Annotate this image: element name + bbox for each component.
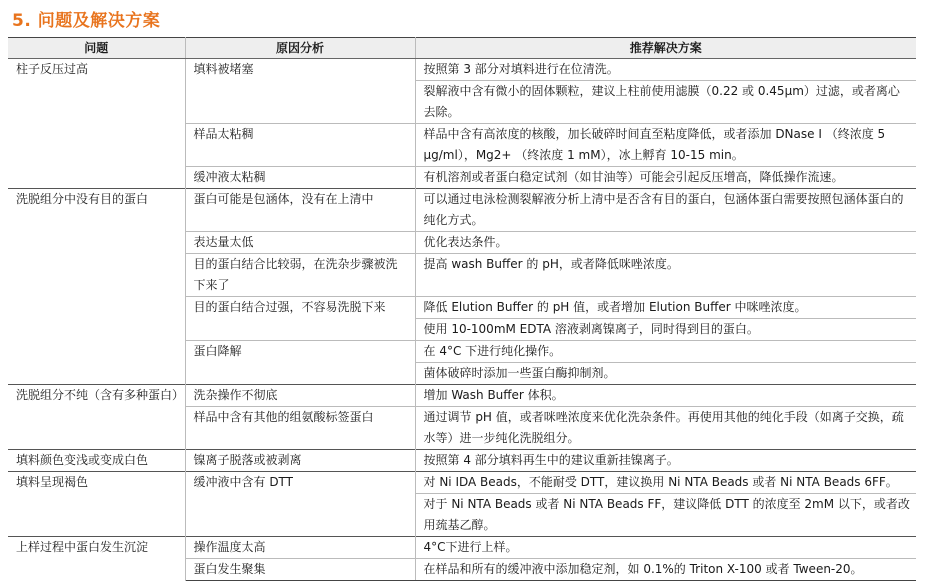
problem-cell: 洗脱组分不纯（含有多种蛋白） — [8, 385, 185, 450]
problem-cell: 填料呈现褐色 — [8, 472, 185, 537]
solution-cell: 裂解液中含有微小的固体颗粒，建议上柱前使用滤膜（0.22 或 0.45μm）过滤，或者离心去除。 — [415, 81, 916, 124]
solution-cell: 样品中含有高浓度的核酸，加长破碎时间直至粘度降低，或者添加 DNase I （终浓度 5 μg/ml），Mg2+ （终浓度 1 mM），冰上孵育 10-15 min。 — [415, 124, 916, 167]
table-row — [8, 450, 916, 472]
solution-cell: 在样品和所有的缓冲液中添加稳定剂，如 0.1%的 Triton X-100 或者 Tween-20。 — [415, 559, 916, 581]
solution-cell: 降低 Elution Buffer 的 pH 值，或者增加 Elution Buffer 中咪唑浓度。 — [415, 297, 916, 319]
cause-cell: 洗杂操作不彻底 — [185, 385, 415, 407]
header-solution: 推荐解决方案 — [415, 38, 916, 59]
solution-cell: 菌体破碎时添加一些蛋白酶抑制剂。 — [415, 363, 916, 385]
solution-cell: 对于 Ni NTA Beads 或者 Ni NTA Beads FF，建议降低 DTT 的浓度至 2mM 以下，或者改用巯基乙醇。 — [415, 494, 916, 537]
solution-cell: 提高 wash Buffer 的 pH，或者降低咪唑浓度。 — [415, 254, 916, 297]
solution-cell: 有机溶剂或者蛋白稳定试剂（如甘油等）可能会引起反压增高，降低操作流速。 — [415, 167, 916, 189]
cause-cell: 填料被堵塞 — [185, 59, 415, 124]
header-problem: 问题 — [8, 38, 185, 59]
solution-cell: 优化表达条件。 — [415, 232, 916, 254]
table-header-row — [8, 38, 916, 59]
solution-cell: 按照第 4 部分填料再生中的建议重新挂镍离子。 — [415, 450, 916, 472]
cause-cell: 蛋白可能是包涵体，没有在上清中 — [185, 189, 415, 232]
cause-cell: 表达量太低 — [185, 232, 415, 254]
cause-cell: 蛋白发生聚集 — [185, 559, 415, 581]
cause-cell: 样品中含有其他的组氨酸标签蛋白 — [185, 407, 415, 450]
problem-cell: 洗脱组分中没有目的蛋白 — [8, 189, 185, 385]
cause-cell: 缓冲液太粘稠 — [185, 167, 415, 189]
solution-cell: 在 4°C 下进行纯化操作。 — [415, 341, 916, 363]
section-title: 5. 问题及解决方案 — [12, 11, 161, 31]
solution-cell: 通过调节 pH 值，或者咪唑浓度来优化洗杂条件。再使用其他的纯化手段（如离子交换，疏水等）进一步纯化洗脱组分。 — [415, 407, 916, 450]
solution-cell: 使用 10-100mM EDTA 溶液剥离镍离子，同时得到目的蛋白。 — [415, 319, 916, 341]
cause-cell: 样品太粘稠 — [185, 124, 415, 167]
solution-cell: 按照第 3 部分对填料进行在位清洗。 — [415, 59, 916, 81]
table-row — [8, 59, 916, 81]
table-row — [8, 472, 916, 494]
table-row — [8, 537, 916, 559]
header-cause: 原因分析 — [185, 38, 415, 59]
cause-cell: 操作温度太高 — [185, 537, 415, 559]
problem-cell: 填料颜色变浅或变成白色 — [8, 450, 185, 472]
solution-cell: 对 Ni IDA Beads，不能耐受 DTT，建议换用 Ni NTA Beads 或者 Ni NTA Beads 6FF。 — [415, 472, 916, 494]
solution-cell: 增加 Wash Buffer 体积。 — [415, 385, 916, 407]
table-row — [8, 385, 916, 407]
cause-cell: 镍离子脱落或被剥离 — [185, 450, 415, 472]
solution-cell: 可以通过电泳检测裂解液分析上清中是否含有目的蛋白，包涵体蛋白需要按照包涵体蛋白的纯化方式。 — [415, 189, 916, 232]
cause-cell: 蛋白降解 — [185, 341, 415, 385]
table-body — [8, 59, 916, 581]
table-row — [8, 189, 916, 232]
troubleshooting-table — [8, 37, 916, 581]
cause-cell: 目的蛋白结合比较弱，在洗杂步骤被洗下来了 — [185, 254, 415, 297]
cause-cell: 目的蛋白结合过强，不容易洗脱下来 — [185, 297, 415, 341]
problem-cell: 上样过程中蛋白发生沉淀 — [8, 537, 185, 581]
cause-cell: 缓冲液中含有 DTT — [185, 472, 415, 537]
problem-cell: 柱子反压过高 — [8, 59, 185, 189]
solution-cell: 4°C下进行上样。 — [415, 537, 916, 559]
